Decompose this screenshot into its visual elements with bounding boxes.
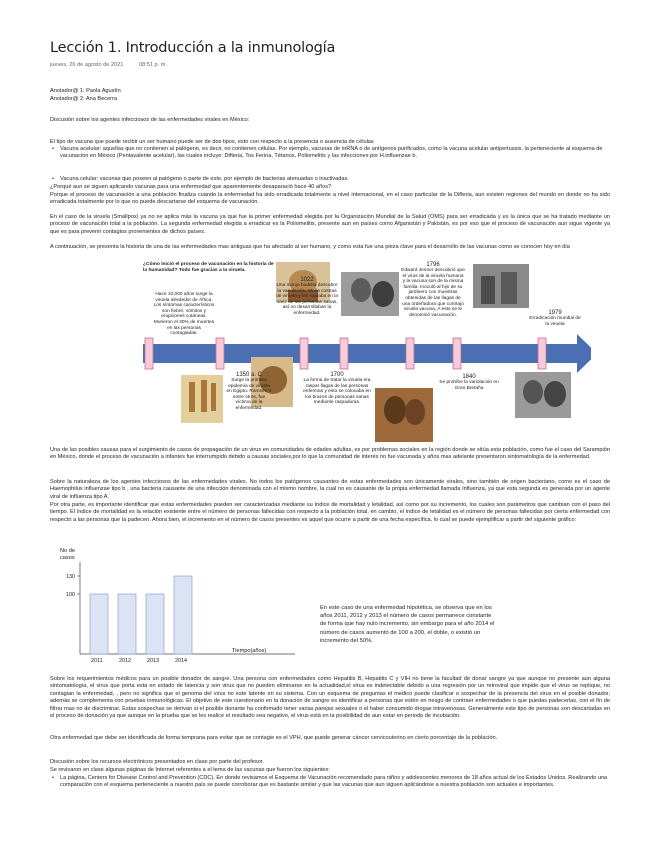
event-text: La forma de tratar la viruela era raspar llagas de las personas enfermas y esto se colocaba en los brazos de personas sanas mediante raspaduras.: [303, 378, 371, 406]
timeline-arrow: [577, 334, 591, 373]
timeline-tick: [145, 338, 153, 369]
event-top-3: [401, 262, 465, 318]
timeline-tick: [538, 338, 546, 369]
y-tick-label: 100: [66, 592, 75, 598]
page-title: Lección 1. Introducción a la inmunología: [50, 40, 336, 56]
event-top-2: [276, 277, 338, 317]
paragraph: Sobre los requerimientos médicos para un posible donador de sangre. Una persona con enfermedades como Hepatitis B, Hepatitis C y VIH no tiene la facultad de donar sangre ya que aunque no presente aun alguna sintomatología, el virus que porta esta en estado de latencia y son virus que no pueden eliminarse en la actualidad,el virus es indetectable debido a una regresión por un retroviral que impide que el virus se replique, no contagian la enfermedad, , pero no significa que el genoma del virus no este latente en su sistema. Con un esquema de preguntas el medico puede clasificar o sospechar de la presencia del virus en el posible donador, además se complementa con pruebas inmunológicas. El objetivo de este cuestionario en la donación de sangre es identificar a personas que estén en riesgo de contraer enfermedades o que puedas padecerlas, con el fin de filtrar mas no de discriminar. Estas sospechas se derivan si el posible donante ha confirmado tener varias parejas sexuales o el haber consumido drogas intravenosas. Generalmente este tipo de personas son descartadas en el proceso de donación ya que aunque en la prueba que se les realice el resultado sea negativo, el virus está en la posibilidad de aun estar en periodo de incubación.: [50, 676, 610, 720]
page-date: jueves, 26 de agosto de 2021: [50, 62, 124, 68]
x-tick-label: 2012: [119, 658, 131, 664]
paragraph: Porque el proceso de vacunación a una población finaliza cuando la enfermedad ha sido erradicada totalmente a nivel internacional, en el caso particular de la Difteria, aun existen regiones del mundo en donde no ha sido erradicada totalmente por lo que no puede descartarse del esquema de vacunación.: [50, 192, 610, 206]
paragraph: Sobre la naturaleza de los agentes infecciosos de las enfermedades virales. No todos los patógenos causantes de estas enfermedades son únicamente virales, sino también de origen bacteriano, como es el caso de Haemophilus influenzae tipo b , una bacteria causante de una infección denominada con el mismo nombre, la cual no es causante de la propia enfermedad llamada Influenza, ya que esta segunda es generada por un agente viral de influenza tipo A.: [50, 479, 610, 500]
paragraph: Por otra parte, es importante identificar que estas enfermedades pueden ser caracterizadas mediante su índice de mortalidad y letalidad, así como por su incremento, los cuales son parámetros que cambian con el paso del tiempo. El índice de mortalidad es la relación existente entre el número de personas fallecidas con respecto a la población total, en cambio, el índice de letalidad es el número de personas fallecidas por cierta enfermedad con respecto a las personas que la padecen. Ahora bien, el incremento en el número de casos presentes es aquel que ocurre a partir de una fecha específica, lo cual se puede ejemplificar a partir del siguiente gráfico:: [50, 502, 610, 523]
timeline-tick: [340, 338, 348, 369]
timeline-tick: [216, 338, 224, 369]
illustration-variolation: [375, 388, 433, 442]
infographic: [143, 262, 591, 444]
photo-vaccination: [515, 372, 571, 418]
paragraph: A continuación, se presenta la historia de una de las enfermedades mas antiguas que ha afectado al ser humano, y como esta fue una pieza clave para el desarrollo de las vacunas como se conocen hoy en día: [50, 244, 570, 250]
bar: [174, 576, 192, 654]
x-tick-label: 2011: [91, 658, 103, 664]
event-year: 1796: [426, 262, 440, 268]
event-bottom-1: [225, 372, 273, 412]
list-item: • Vacuna acelular: aquellas que no contienen al patógeno, es decir, no contienen células. Por ejemplo, vacunas de mRNA o de antígenos purificados, como la vacuna acelular antipertussis, la perteneciente al esquema de vacunación en México (Pentavalente acelular), las cuales incluye: Difteria, Tos Ferina, Tétanos, Poliomelitis y las infecciones por H.influenzae b.: [60, 146, 612, 161]
photo-1979: [473, 264, 529, 308]
x-tick-label: 2014: [175, 658, 187, 664]
event-year: 1022: [300, 277, 314, 283]
y-axis-label: casos: [60, 555, 75, 561]
event-text: Se prohíbe la variolación en Gran Bretaña: [439, 380, 499, 391]
infographic-title: ¿Cómo inició el proceso de vacunación en la historia de la humanidad? Todo fue gracias a la viruela.: [143, 262, 274, 273]
paragraph: Se revisaron en clase algunas páginas de Internet referentes a el tema de las vacunas que fueron los siguientes:: [50, 767, 330, 773]
paragraph: Otra enfermedad que debe ser identificada de forma temprana para evitar que se contagie es el VPH, que puede generar cáncer cervicouterino en cierto porcentaje de la población.: [50, 735, 498, 741]
event-top-4: [528, 310, 582, 327]
paragraph: En el caso de la viruela (Smallpox) ya no se aplica más la vacuna ya que fue la primer enfermedad elegida por la Organización Mundial de la Salud (OMS) para ser erradicada y es la única que se ha tratado mediante un proceso de vacunación total a la población. La segunda enfermedad elegida a erradicar es la Poliomelitis, presente aun en países como Afganistán y Pakistán, es por eso que el proceso de vacunación aun sigue vigente ya que es para prevenir contagios provenientes de dichos países.: [50, 214, 610, 235]
event-year: 1350 a. C: [235, 372, 263, 378]
paragraph: Una de las posibles causas para el surgimiento de casos de propagación de un virus en comunidades de edades adultas, es por problemas sociales en la región donde se sitúa esta población, como fue el caso del Sarampión en México, donde el proceso de vacunación a infantes fue interrumpido debido a causas sociales,por lo que la comunidad de interés no fue vacunada y años mas adelante presentaron sintomatología de la enfermedad.: [50, 447, 610, 461]
y-tick-label: 130: [66, 574, 75, 580]
x-tick-label: 2013: [147, 658, 159, 664]
timeline-tick: [300, 338, 308, 369]
event-text: Una monja budista descubre la variolación. Molía costras de viruela y las soplaba en la nariz de las personas sanas, así no desarrollaban la enfermedad.: [276, 283, 338, 316]
event-text: Surge la primera epidemia de viruela en Egipto. Ramsés V entre otros, fue víctima de la enfermedad.: [226, 378, 272, 411]
event-text: Edward Jenner descubrió que el virus de la viruela humana y la vacuna son de la misma familia. Inoculó al hijo de su jardinero con muestras obtenidas de las llagas de una ordeñadora que contrajo viruela vacuna. A esto se le denominó vacunación.: [401, 268, 465, 318]
question: ¿Porqué aun se siguen aplicando vacunas para una enfermedad que aparentemente desaparació hace 40 años?: [50, 184, 332, 190]
x-axis-label: Tiempo(años): [232, 648, 267, 654]
infographic-art: [143, 262, 591, 444]
event-text: Hace 10,000 años surge la viruela alrededor de África. Los síntomas característicos son fiebre, vómitos y erupciones cutáneas. Murieron el 30% de muertes en las personas contagiadas.: [153, 292, 215, 337]
bar: [146, 594, 164, 654]
bar-chart: [50, 546, 310, 668]
timeline-tick: [453, 338, 461, 369]
list-item: • La página, Centers for Disease Control and Prevention (CDC). En donde revisamos el Esquema de Vacunación recomendado para niños y adolescentes menores de 18 años actual de los Estados Unidos. Realizando una comparación con el esquema perteneciente a nuestro país se puede corroborar que es bastante similar y que las vacunas que aun siguen aplicándose a nuestra población son actuales e importantes.: [60, 775, 612, 790]
discussion-heading: Discusión sobre los agentes infecciosos de las enfermedades virales en México:: [50, 117, 250, 123]
intro-text: El tipo de vacuna que puede recibir un ser humano puede ser de dos tipos, esto con respecto a la presencia o ausencia de células: [50, 139, 374, 145]
event-year: 1979: [548, 310, 562, 316]
chart-note: En este caso de una enfermedad hipotética, se observa que en los años 2011, 2012 y 2013 el número de casos permanece constante de forma que hay nulo incremento, sin embargo para el año 2014 el número de casos aumentó de 100 a 200, el doble, o existió un incremento del 50%.: [320, 605, 495, 644]
timeline-tick: [406, 338, 414, 369]
bar-chart-svg: [50, 546, 310, 668]
event-top-1: [153, 292, 215, 337]
paragraph: Discusión sobre los recursos electrónicos presentados en clase por parte del profesor.: [50, 759, 264, 765]
page-meta: [50, 62, 167, 68]
event-bottom-3: [439, 374, 499, 391]
event-year: 1700: [330, 372, 344, 378]
list-item: • Vacuna celular: vacunas que poseen al patógeno o parte de este, por ejemplo de bacterias atenuadas o inactivadas.: [60, 176, 612, 183]
bar: [90, 594, 108, 654]
event-bottom-2: [303, 372, 371, 406]
event-text: Erradicación mundial de la viruela: [529, 316, 581, 327]
illustration-egypt: [181, 375, 223, 423]
event-year: 1840: [462, 374, 476, 380]
page-time: 08:51 p. m.: [138, 62, 167, 68]
annotator-1: Anotador@ 1: Paola Agustín: [50, 88, 121, 94]
y-axis-label: No de: [60, 548, 75, 554]
annotator-2: Anotador@ 2: Ana Becerra: [50, 96, 117, 102]
illustration-1796: [341, 272, 399, 316]
bar: [118, 594, 136, 654]
timeline-bar: [143, 344, 579, 363]
